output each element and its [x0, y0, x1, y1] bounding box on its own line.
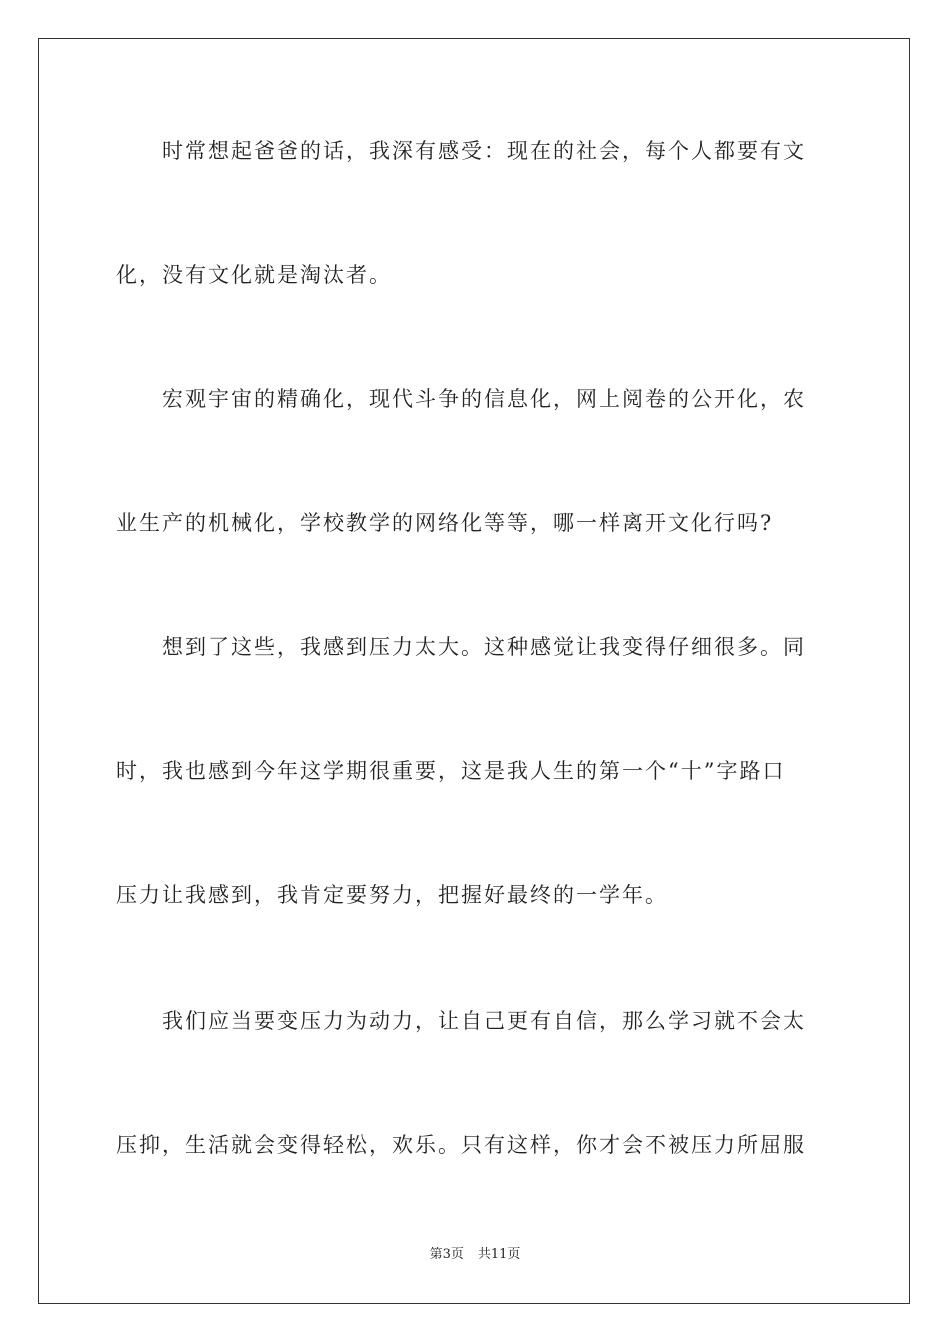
- paragraph-4-line-1: 我们应当要变压力为动力，让自己更有自信，那么学习就不会太: [162, 1009, 806, 1033]
- paragraph-4-line-2: 压抑，生活就会变得轻松，欢乐。只有这样，你才会不被压力所屈服: [116, 1133, 806, 1157]
- paragraph-1-line-2: 化，没有文化就是淘汰者。: [116, 263, 392, 287]
- page-total: 共11页: [477, 1247, 521, 1262]
- paragraph-2-line-2: 业生产的机械化，学校教学的网络化等等，哪一样离开文化行吗?: [116, 511, 774, 535]
- page-number: 第3页: [429, 1247, 464, 1262]
- page-border: [38, 38, 910, 1304]
- paragraph-3-line-3: 压力让我感到，我肯定要努力，把握好最终的一学年。: [116, 883, 668, 907]
- paragraph-2-line-1: 宏观宇宙的精确化，现代斗争的信息化，网上阅卷的公开化，农: [162, 387, 806, 411]
- paragraph-1-line-1: 时常想起爸爸的话，我深有感受：现在的社会，每个人都要有文: [162, 139, 806, 163]
- page-footer: [0, 1246, 950, 1264]
- paragraph-3-line-1: 想到了这些，我感到压力太大。这种感觉让我变得仔细很多。同: [162, 635, 806, 659]
- paragraph-3-line-2: 时，我也感到今年这学期很重要，这是我人生的第一个“十”字路口: [116, 759, 786, 783]
